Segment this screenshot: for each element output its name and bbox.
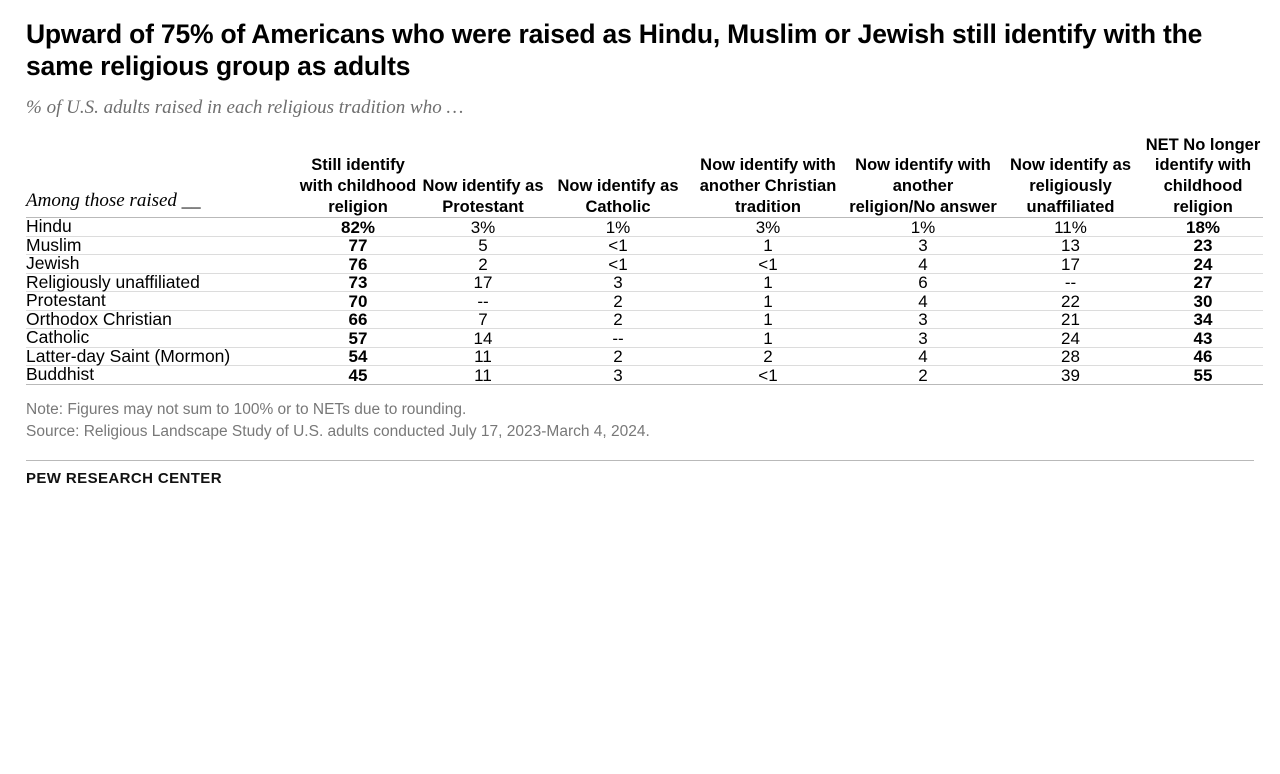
cell-still-identify: 54 xyxy=(298,347,418,366)
cell-now-catholic: 1% xyxy=(548,218,688,237)
cell-other-religion: 4 xyxy=(848,255,998,274)
row-label: Latter-day Saint (Mormon) xyxy=(26,347,298,366)
table-row xyxy=(26,273,1263,292)
cell-net-no-longer: 55 xyxy=(1143,366,1263,385)
cell-now-catholic: <1 xyxy=(548,236,688,255)
cell-net-no-longer: 27 xyxy=(1143,273,1263,292)
row-label: Protestant xyxy=(26,292,298,311)
cell-now-protestant: 14 xyxy=(418,329,548,348)
cell-net-no-longer: 46 xyxy=(1143,347,1263,366)
column-header-unaffiliated: Now identify as religiously unaffiliated xyxy=(998,135,1143,218)
cell-other-christian: <1 xyxy=(688,255,848,274)
cell-other-religion: 1% xyxy=(848,218,998,237)
cell-unaffiliated: 28 xyxy=(998,347,1143,366)
row-label: Hindu xyxy=(26,218,298,237)
cell-still-identify: 66 xyxy=(298,310,418,329)
cell-now-catholic: -- xyxy=(548,329,688,348)
cell-unaffiliated: 11% xyxy=(998,218,1143,237)
row-label: Muslim xyxy=(26,236,298,255)
row-label: Catholic xyxy=(26,329,298,348)
organization-footer: PEW RESEARCH CENTER xyxy=(26,460,1254,487)
column-header-still-identify: Still identify with childhood religion xyxy=(298,135,418,218)
cell-now-protestant: -- xyxy=(418,292,548,311)
cell-still-identify: 76 xyxy=(298,255,418,274)
cell-other-christian: 1 xyxy=(688,273,848,292)
cell-net-no-longer: 24 xyxy=(1143,255,1263,274)
table-row xyxy=(26,255,1263,274)
religious-switching-table xyxy=(26,135,1263,385)
column-header-row-label: Among those raised __ xyxy=(26,135,298,218)
cell-unaffiliated: 17 xyxy=(998,255,1143,274)
cell-other-christian: 3% xyxy=(688,218,848,237)
cell-now-protestant: 17 xyxy=(418,273,548,292)
cell-now-catholic: 2 xyxy=(548,347,688,366)
cell-now-catholic: 2 xyxy=(548,292,688,311)
cell-now-protestant: 3% xyxy=(418,218,548,237)
column-header-now-catholic: Now identify as Catholic xyxy=(548,135,688,218)
cell-now-protestant: 5 xyxy=(418,236,548,255)
table-row xyxy=(26,218,1263,237)
table-row xyxy=(26,310,1263,329)
cell-unaffiliated: -- xyxy=(998,273,1143,292)
cell-other-christian: 1 xyxy=(688,329,848,348)
cell-net-no-longer: 18% xyxy=(1143,218,1263,237)
row-label: Buddhist xyxy=(26,366,298,385)
page-title: Upward of 75% of Americans who were raised as Hindu, Muslim or Jewish still identify with the same religious group as adults xyxy=(26,19,1203,82)
cell-still-identify: 82% xyxy=(298,218,418,237)
source-text: Source: Religious Landscape Study of U.S. adults conducted July 17, 2023-March 4, 2024. xyxy=(26,423,650,441)
cell-now-catholic: <1 xyxy=(548,255,688,274)
table-header xyxy=(26,135,1263,218)
table-row xyxy=(26,366,1263,385)
column-header-now-protestant: Now identify as Protestant xyxy=(418,135,548,218)
column-header-other-christian: Now identify with another Christian tradition xyxy=(688,135,848,218)
column-header-net-no-longer: NET No longer identify with childhood religion xyxy=(1143,135,1263,218)
cell-now-catholic: 3 xyxy=(548,366,688,385)
cell-now-protestant: 11 xyxy=(418,366,548,385)
cell-other-religion: 4 xyxy=(848,292,998,311)
cell-other-religion: 2 xyxy=(848,366,998,385)
cell-unaffiliated: 24 xyxy=(998,329,1143,348)
cell-other-religion: 6 xyxy=(848,273,998,292)
column-header-other-religion: Now identify with another religion/No answer xyxy=(848,135,998,218)
row-label: Orthodox Christian xyxy=(26,310,298,329)
row-label: Jewish xyxy=(26,255,298,274)
cell-still-identify: 70 xyxy=(298,292,418,311)
cell-still-identify: 57 xyxy=(298,329,418,348)
cell-unaffiliated: 13 xyxy=(998,236,1143,255)
cell-now-protestant: 7 xyxy=(418,310,548,329)
table-row xyxy=(26,347,1263,366)
cell-other-religion: 3 xyxy=(848,310,998,329)
chart-notes xyxy=(26,399,1254,444)
cell-other-christian: 1 xyxy=(688,310,848,329)
cell-net-no-longer: 43 xyxy=(1143,329,1263,348)
note-text: Note: Figures may not sum to 100% or to NETs due to rounding. xyxy=(26,400,467,418)
cell-now-protestant: 11 xyxy=(418,347,548,366)
cell-unaffiliated: 22 xyxy=(998,292,1143,311)
cell-still-identify: 77 xyxy=(298,236,418,255)
cell-other-christian: 1 xyxy=(688,236,848,255)
cell-net-no-longer: 23 xyxy=(1143,236,1263,255)
cell-net-no-longer: 34 xyxy=(1143,310,1263,329)
cell-still-identify: 73 xyxy=(298,273,418,292)
cell-net-no-longer: 30 xyxy=(1143,292,1263,311)
table-row xyxy=(26,236,1263,255)
table-row xyxy=(26,292,1263,311)
cell-now-protestant: 2 xyxy=(418,255,548,274)
cell-unaffiliated: 39 xyxy=(998,366,1143,385)
cell-other-religion: 3 xyxy=(848,236,998,255)
cell-other-christian: 2 xyxy=(688,347,848,366)
table-body xyxy=(26,218,1263,385)
chart-subtitle: % of U.S. adults raised in each religious tradition who … xyxy=(26,96,464,118)
cell-now-catholic: 2 xyxy=(548,310,688,329)
cell-unaffiliated: 21 xyxy=(998,310,1143,329)
cell-now-catholic: 3 xyxy=(548,273,688,292)
cell-other-christian: 1 xyxy=(688,292,848,311)
cell-other-religion: 3 xyxy=(848,329,998,348)
cell-other-christian: <1 xyxy=(688,366,848,385)
cell-still-identify: 45 xyxy=(298,366,418,385)
row-label: Religiously unaffiliated xyxy=(26,273,298,292)
cell-other-religion: 4 xyxy=(848,347,998,366)
table-row xyxy=(26,329,1263,348)
